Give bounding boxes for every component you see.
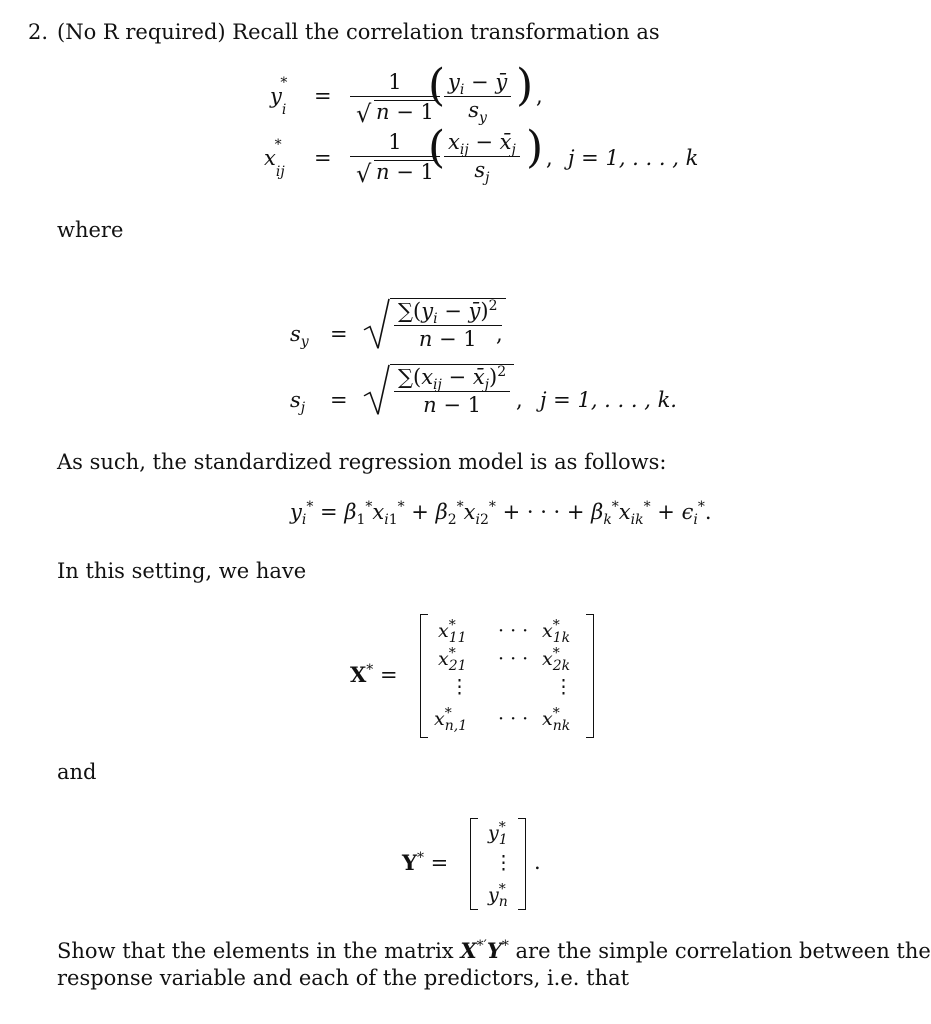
j-range-1: j = 1, . . . , k	[568, 146, 699, 170]
y-star-period: .	[534, 850, 541, 874]
in-setting-text: In this setting, we have	[57, 559, 307, 583]
j-range-2: j = 1, . . . , k.	[540, 388, 677, 412]
as-such-text: As such, the standardized regression model is as follows:	[57, 450, 667, 474]
sqrt-sign-icon	[362, 364, 390, 416]
y-star-label: Y* =	[402, 850, 449, 875]
y-star-vector: $y^*_1$ ⋮ $y^*_n$	[470, 818, 526, 910]
x-star-label: X* =	[350, 662, 398, 687]
problem-number: 2.	[28, 20, 49, 44]
eq-standardized-model: $y_i^* = \beta_1^*x_{i1}^* + \beta_2^*x_{i2}^*$ + · · · + $\beta_k^*x_{ik}^* + \epsilon_i^*$.	[290, 499, 712, 529]
and-label: and	[57, 760, 97, 784]
sqrt-sign-icon	[362, 298, 390, 350]
show-line-2: response variable and each of the predictors, i.e. that	[57, 966, 630, 990]
show-line-1: Show that the elements in the matrix X*′Y* are the simple correlation between the	[57, 938, 931, 963]
problem-intro: (No R required) Recall the correlation transformation as	[57, 20, 660, 44]
x-star-matrix: $x^*_{11}$ · · · $x^*_{1k}$ $x^*_{21}$ · · · $x^*_{2k}$ ⋮ ⋮ $x^*_{n,1}$ · · · $x^*_{nk}$	[420, 614, 594, 738]
where-label: where	[57, 218, 124, 242]
